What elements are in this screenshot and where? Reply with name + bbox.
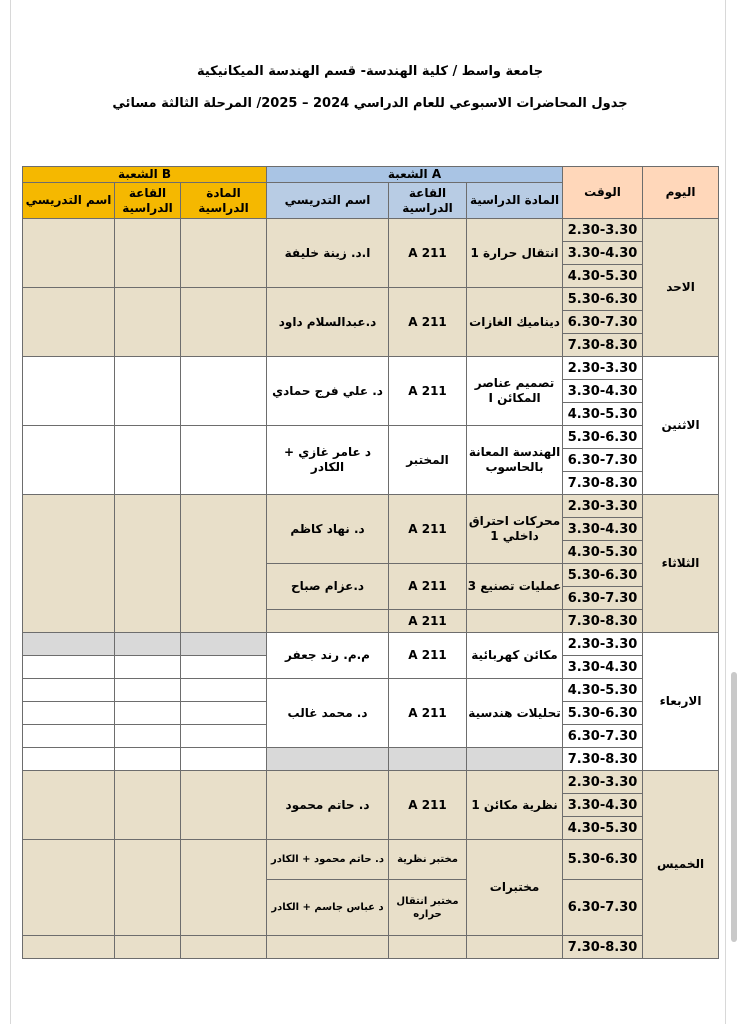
b-cell bbox=[23, 219, 115, 288]
subject-cell: نظرية مكائن 1 bbox=[467, 771, 563, 840]
section-b-room-header: القاعة الدراسية bbox=[115, 183, 181, 219]
b-cell bbox=[181, 725, 267, 748]
section-b-header: الشعبة B bbox=[23, 167, 267, 183]
b-cell bbox=[181, 656, 267, 679]
time-cell: 4.30-5.30 bbox=[563, 265, 643, 288]
time-cell: 3.30-4.30 bbox=[563, 794, 643, 817]
b-cell bbox=[115, 426, 181, 495]
instructor-cell: د. حاتم محمود + الكادر bbox=[267, 840, 389, 880]
time-cell: 5.30-6.30 bbox=[563, 288, 643, 311]
instructor-cell: د. علي فرج حمادي bbox=[267, 357, 389, 426]
room-cell bbox=[389, 748, 467, 771]
b-cell bbox=[115, 679, 181, 702]
instructor-cell: د.عبدالسلام داود bbox=[267, 288, 389, 357]
b-cell bbox=[23, 656, 115, 679]
time-cell: 4.30-5.30 bbox=[563, 679, 643, 702]
b-cell bbox=[115, 748, 181, 771]
time-cell: 2.30-3.30 bbox=[563, 357, 643, 380]
instructor-cell: د. حاتم محمود bbox=[267, 771, 389, 840]
day-cell-wednesday: الاربعاء bbox=[643, 633, 719, 771]
subject-cell: تصميم عناصر المكائن I bbox=[467, 357, 563, 426]
room-cell: A 211 bbox=[389, 288, 467, 357]
subject-cell bbox=[467, 610, 563, 633]
time-cell: 4.30-5.30 bbox=[563, 541, 643, 564]
time-cell: 7.30-8.30 bbox=[563, 748, 643, 771]
instructor-cell: د. محمد غالب bbox=[267, 679, 389, 748]
b-cell bbox=[23, 633, 115, 656]
time-cell: 5.30-6.30 bbox=[563, 426, 643, 449]
b-cell bbox=[115, 288, 181, 357]
time-cell: 2.30-3.30 bbox=[563, 219, 643, 242]
day-cell-monday: الاثنين bbox=[643, 357, 719, 495]
section-a-room-header: القاعة الدراسية bbox=[389, 183, 467, 219]
room-cell: مختبر نظرية bbox=[389, 840, 467, 880]
schedule-title: جدول المحاضرات الاسبوعي للعام الدراسي 2024 – 2025/ المرحلة الثالثة مسائي bbox=[112, 96, 628, 111]
day-header: اليوم bbox=[643, 167, 719, 219]
section-a-header: الشعبة A bbox=[267, 167, 563, 183]
subject-cell: عمليات تصنيع 3 bbox=[467, 564, 563, 610]
instructor-cell: د عامر غازي + الكادر bbox=[267, 426, 389, 495]
section-a-instructor-header: اسم التدريسي bbox=[267, 183, 389, 219]
b-cell bbox=[23, 426, 115, 495]
room-cell: A 211 bbox=[389, 357, 467, 426]
room-cell: A 211 bbox=[389, 633, 467, 679]
b-cell bbox=[181, 288, 267, 357]
instructor-cell: م.م. رند جعفر bbox=[267, 633, 389, 679]
time-cell: 4.30-5.30 bbox=[563, 403, 643, 426]
section-a-subject-header: المادة الدراسية bbox=[467, 183, 563, 219]
time-cell: 3.30-4.30 bbox=[563, 656, 643, 679]
time-cell: 3.30-4.30 bbox=[563, 242, 643, 265]
time-cell: 5.30-6.30 bbox=[563, 840, 643, 880]
time-cell: 5.30-6.30 bbox=[563, 564, 643, 587]
subject-cell: مختبرات bbox=[467, 840, 563, 936]
room-cell: A 211 bbox=[389, 219, 467, 288]
b-cell bbox=[115, 495, 181, 633]
time-cell: 4.30-5.30 bbox=[563, 817, 643, 840]
time-header: الوقت bbox=[563, 167, 643, 219]
instructor-cell bbox=[267, 936, 389, 959]
time-cell: 2.30-3.30 bbox=[563, 771, 643, 794]
b-cell bbox=[181, 748, 267, 771]
instructor-cell: د. نهاد كاظم bbox=[267, 495, 389, 564]
instructor-cell bbox=[267, 748, 389, 771]
subject-cell bbox=[467, 748, 563, 771]
time-cell: 2.30-3.30 bbox=[563, 495, 643, 518]
b-cell bbox=[23, 725, 115, 748]
b-cell bbox=[181, 679, 267, 702]
room-cell: A 211 bbox=[389, 495, 467, 564]
time-cell: 6.30-7.30 bbox=[563, 725, 643, 748]
time-cell: 3.30-4.30 bbox=[563, 380, 643, 403]
b-cell bbox=[115, 633, 181, 656]
room-cell: المختبر bbox=[389, 426, 467, 495]
time-cell: 3.30-4.30 bbox=[563, 518, 643, 541]
room-cell: A 211 bbox=[389, 564, 467, 610]
b-cell bbox=[115, 771, 181, 840]
room-cell: A 211 bbox=[389, 679, 467, 748]
day-cell-thursday: الخميس bbox=[643, 771, 719, 959]
time-cell: 5.30-6.30 bbox=[563, 702, 643, 725]
scrollbar[interactable] bbox=[731, 672, 737, 942]
time-cell: 6.30-7.30 bbox=[563, 880, 643, 936]
time-cell: 2.30-3.30 bbox=[563, 633, 643, 656]
subject-cell: محركات احتراق داخلي 1 bbox=[467, 495, 563, 564]
b-cell bbox=[23, 679, 115, 702]
section-b-instructor-header: اسم التدريسي bbox=[23, 183, 115, 219]
b-cell bbox=[23, 702, 115, 725]
b-cell bbox=[23, 840, 115, 936]
b-cell bbox=[181, 936, 267, 959]
instructor-cell: ا.د. زينة خليفة bbox=[267, 219, 389, 288]
instructor-cell: د.عزام صباح bbox=[267, 564, 389, 610]
day-cell-tuesday: الثلاثاء bbox=[643, 495, 719, 633]
time-cell: 6.30-7.30 bbox=[563, 587, 643, 610]
room-cell: A 211 bbox=[389, 771, 467, 840]
b-cell bbox=[23, 288, 115, 357]
b-cell bbox=[115, 725, 181, 748]
b-cell bbox=[181, 771, 267, 840]
instructor-cell: د عباس جاسم + الكادر bbox=[267, 880, 389, 936]
time-cell: 6.30-7.30 bbox=[563, 311, 643, 334]
day-cell-sunday: الاحد bbox=[643, 219, 719, 357]
section-b-subject-header: المادة الدراسية bbox=[181, 183, 267, 219]
b-cell bbox=[181, 633, 267, 656]
room-cell: مختبر انتقال حراره bbox=[389, 880, 467, 936]
subject-cell: مكائن كهربائية bbox=[467, 633, 563, 679]
university-title: جامعة واسط / كلية الهندسة- قسم الهندسة الميكانيكية bbox=[196, 64, 544, 79]
b-cell bbox=[115, 840, 181, 936]
b-cell bbox=[115, 656, 181, 679]
subject-cell bbox=[467, 936, 563, 959]
b-cell bbox=[181, 219, 267, 288]
b-cell bbox=[181, 426, 267, 495]
b-cell bbox=[23, 936, 115, 959]
b-cell bbox=[115, 702, 181, 725]
room-cell: A 211 bbox=[389, 610, 467, 633]
b-cell bbox=[23, 748, 115, 771]
b-cell bbox=[23, 771, 115, 840]
time-cell: 7.30-8.30 bbox=[563, 610, 643, 633]
b-cell bbox=[115, 357, 181, 426]
subject-cell: تحليلات هندسية bbox=[467, 679, 563, 748]
time-cell: 7.30-8.30 bbox=[563, 334, 643, 357]
time-cell: 7.30-8.30 bbox=[563, 936, 643, 959]
b-cell bbox=[115, 219, 181, 288]
time-cell: 7.30-8.30 bbox=[563, 472, 643, 495]
subject-cell: الهندسة المعانة بالحاسوب bbox=[467, 426, 563, 495]
b-cell bbox=[181, 840, 267, 936]
b-cell bbox=[181, 495, 267, 633]
b-cell bbox=[115, 936, 181, 959]
b-cell bbox=[181, 702, 267, 725]
instructor-cell bbox=[267, 610, 389, 633]
b-cell bbox=[181, 357, 267, 426]
schedule-table bbox=[22, 166, 719, 959]
subject-cell: ديناميك الغازات bbox=[467, 288, 563, 357]
time-cell: 6.30-7.30 bbox=[563, 449, 643, 472]
subject-cell: انتقال حرارة 1 bbox=[467, 219, 563, 288]
b-cell bbox=[23, 495, 115, 633]
b-cell bbox=[23, 357, 115, 426]
room-cell bbox=[389, 936, 467, 959]
